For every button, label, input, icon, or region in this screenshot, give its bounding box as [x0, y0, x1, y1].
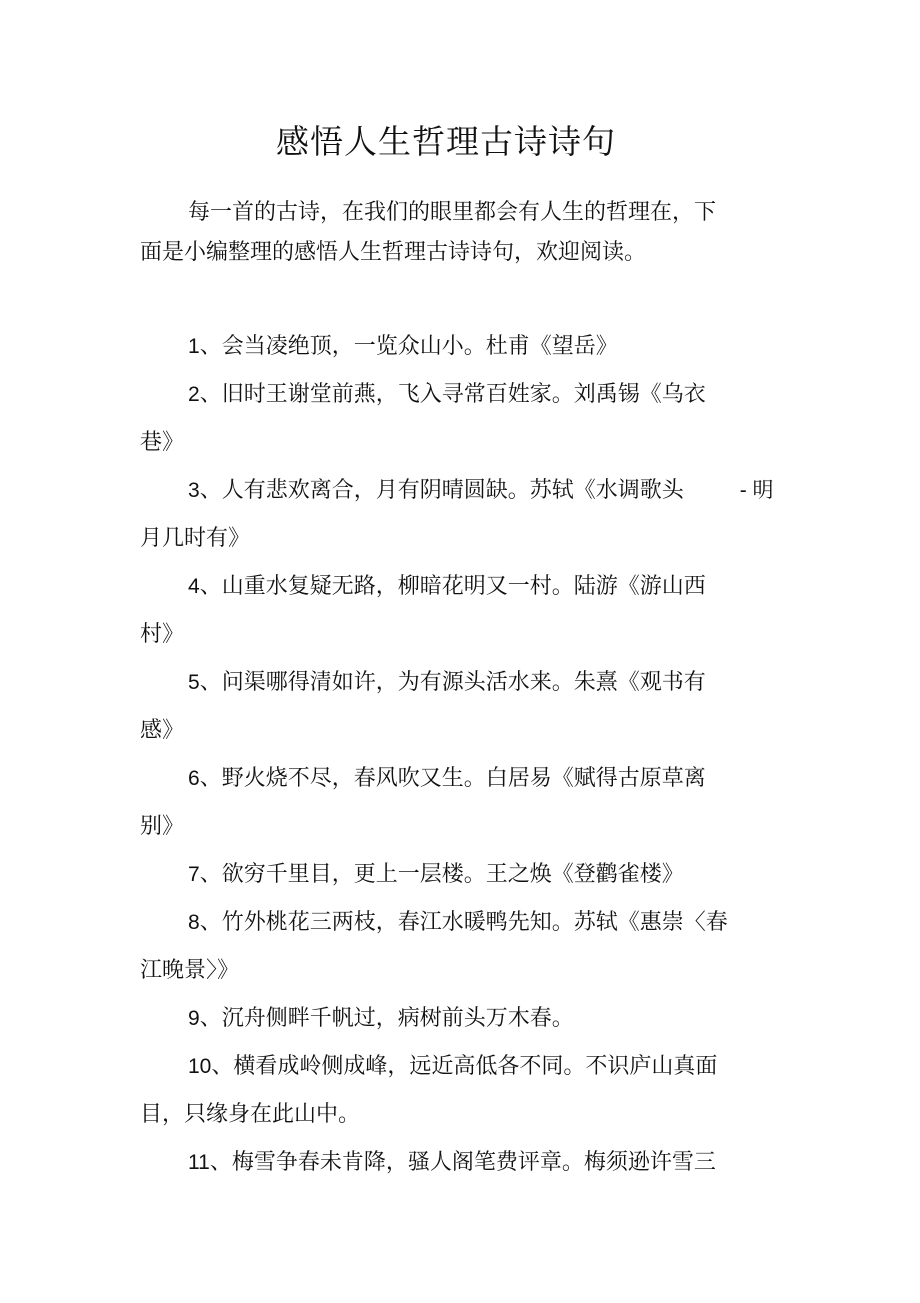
item-text: 、横看成岭侧成峰，远近高低各不同。不识庐山真面 — [211, 1054, 718, 1079]
poem-list — [140, 323, 800, 1187]
list-item — [140, 659, 800, 755]
item-text-continued: 江晚景〉》 — [140, 958, 240, 983]
list-item — [140, 371, 800, 467]
item-text: 、野火烧不尽，春风吹又生。白居易《赋得古原草离 — [199, 766, 706, 791]
item-number: 7 — [188, 863, 200, 886]
item-text-continued: 村》 — [140, 622, 185, 647]
item-text: 、欲穷千里目，更上一层楼。王之焕《登鹳雀楼》 — [199, 862, 684, 887]
list-item — [140, 323, 800, 371]
list-item — [140, 899, 800, 995]
intro-paragraph — [140, 193, 740, 273]
item-number: 2 — [188, 383, 200, 406]
intro-line-2: 面是小编整理的感悟人生哲理古诗诗句，欢迎阅读。 — [140, 240, 647, 265]
list-item — [140, 755, 800, 851]
item-number: 9 — [188, 1007, 200, 1030]
item-text: 、竹外桃花三两枝，春江水暖鸭先知。苏轼《惠崇〈春 — [199, 910, 728, 935]
item-text-continued: 月几时有》 — [140, 526, 251, 551]
list-item — [140, 1139, 800, 1187]
item-text: 、沉舟侧畔千帆过，病树前头万木春。 — [199, 1006, 574, 1031]
item-text: 、梅雪争春未肯降，骚人阁笔费评章。梅须逊许雪三 — [209, 1150, 716, 1175]
list-item — [140, 851, 800, 899]
list-item — [140, 563, 800, 659]
item-text: 、山重水复疑无路，柳暗花明又一村。陆游《游山西 — [199, 574, 706, 599]
item-number: 4 — [188, 575, 200, 598]
item-text: 、旧时王谢堂前燕，飞入寻常百姓家。刘禹锡《乌衣 — [199, 382, 706, 407]
item-number: 11 — [188, 1151, 210, 1174]
item-text: 、会当凌绝顶，一览众山小。杜甫《望岳》 — [199, 334, 618, 359]
item-text-continued: 别》 — [140, 814, 185, 839]
item-number: 1 — [188, 335, 200, 358]
page-title: 感悟人生哲理古诗诗句 — [276, 122, 616, 161]
list-item — [140, 995, 800, 1043]
item-text-tail: - 明 — [739, 479, 774, 502]
item-text-continued: 巷》 — [140, 430, 185, 455]
item-number: 6 — [188, 767, 200, 790]
list-item — [140, 1043, 800, 1139]
item-number: 10 — [188, 1055, 212, 1078]
item-text: 、人有悲欢离合，月有阴晴圆缺。苏轼《水调歌头 — [199, 478, 684, 503]
item-number: 5 — [188, 671, 200, 694]
item-text: 、问渠哪得清如许，为有源头活水来。朱熹《观书有 — [199, 670, 706, 695]
item-text-continued: 感》 — [140, 718, 185, 743]
item-number: 8 — [188, 911, 200, 934]
list-item — [140, 467, 800, 563]
item-number: 3 — [188, 479, 200, 502]
item-text-continued: 目，只缘身在此山中。 — [140, 1102, 361, 1127]
intro-line-1: 每一首的古诗，在我们的眼里都会有人生的哲理在，下 — [188, 200, 717, 225]
